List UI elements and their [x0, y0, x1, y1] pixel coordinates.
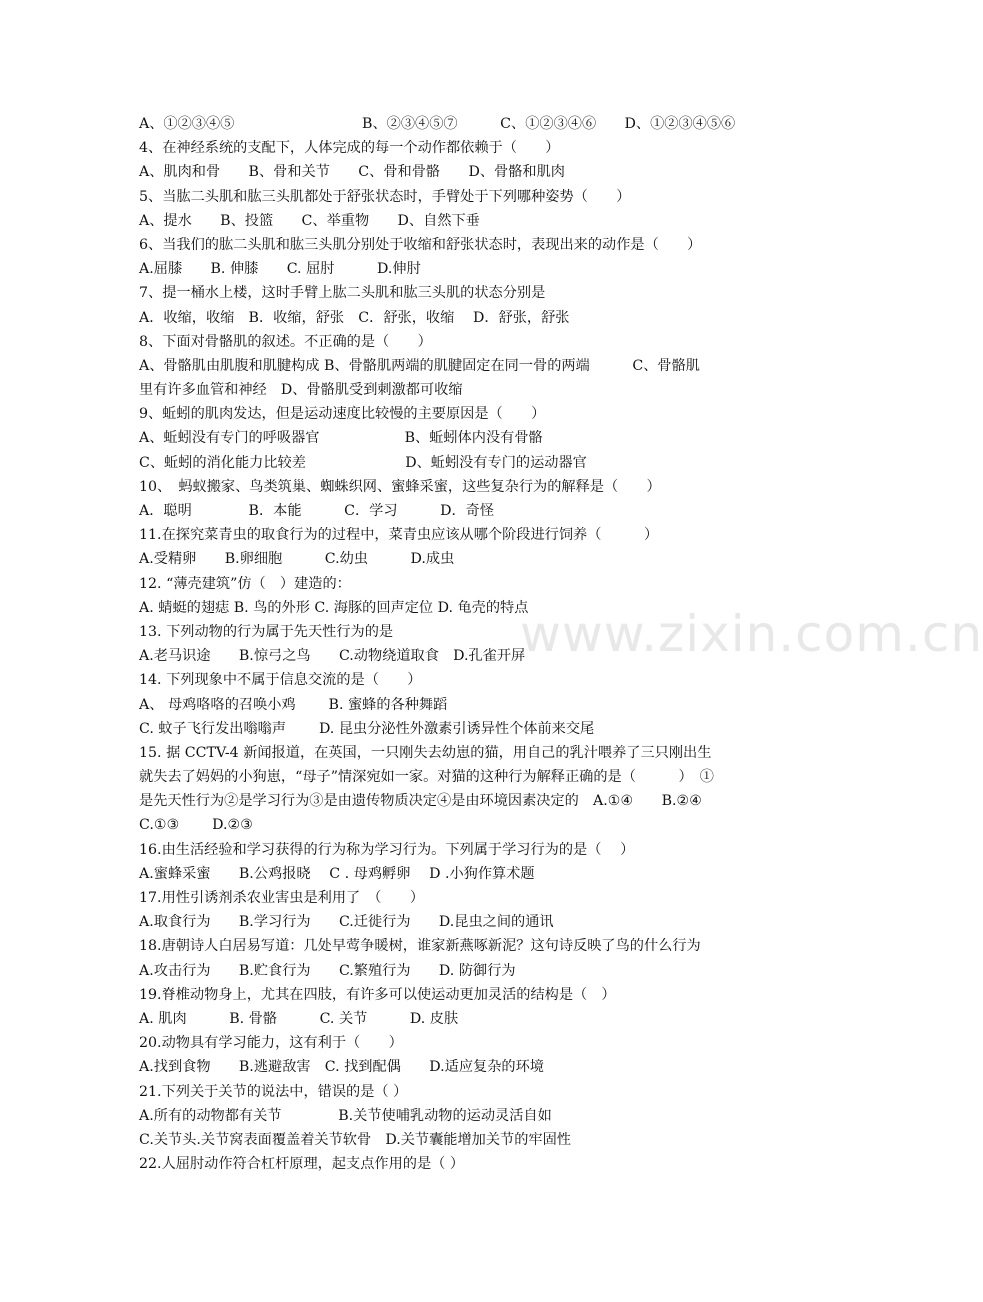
text-line [139, 1104, 784, 1128]
text-line [139, 257, 784, 281]
document-page [139, 112, 784, 1176]
text-line [139, 886, 784, 910]
text-line [139, 813, 784, 837]
text-line [139, 233, 784, 257]
line-text: A、蚯蚓没有专门的呼吸器官 B、蚯蚓体内没有骨骼 [139, 430, 543, 447]
text-line [139, 402, 784, 426]
text-line [139, 789, 784, 813]
text-line [139, 741, 784, 765]
line-text: 里有许多血管和神经 D、骨骼肌受到刺激都可收缩 [139, 382, 463, 399]
line-text: 14. 下列现象中不属于信息交流的是（ ） [139, 672, 422, 689]
text-line [139, 862, 784, 886]
line-text: A、肌肉和骨 B、骨和关节 C、骨和骨骼 D、骨骼和肌肉 [139, 164, 565, 181]
line-text: 8、下面对骨骼肌的叙述。不正确的是（ ） [139, 333, 432, 350]
text-line [139, 499, 784, 523]
line-text: 12. “薄壳建筑”仿（ ）建造的： [139, 575, 351, 592]
text-line [139, 717, 784, 741]
line-text: 19.脊椎动物身上，尤其在四肢，有许多可以使运动更加灵活的结构是（ ） [139, 986, 616, 1003]
text-line [139, 112, 784, 136]
line-text: C. 蚊子飞行发出嗡嗡声 D. 昆虫分泌性外激素引诱异性个体前来交尾 [139, 720, 595, 737]
text-line [139, 1007, 784, 1031]
line-text: A.取食行为 B.学习行为 C.迁徙行为 D.昆虫之间的通讯 [139, 914, 554, 931]
line-text: A.找到食物 B.逃避敌害 C. 找到配偶 D.适应复杂的环境 [139, 1059, 544, 1076]
line-text: A、骨骼肌由肌腹和肌腱构成 B、骨骼肌两端的肌腱固定在同一骨的两端 C、骨骼肌 [139, 357, 700, 374]
text-line [139, 185, 784, 209]
text-line [139, 306, 784, 330]
text-line [139, 572, 784, 596]
text-line [139, 1031, 784, 1055]
text-line [139, 983, 784, 1007]
text-line [139, 378, 784, 402]
line-text: A.老马识途 B.惊弓之鸟 C.动物绕道取食 D.孔雀开屏 [139, 648, 526, 665]
text-line [139, 959, 784, 983]
line-text: A.所有的动物都有关节 B.关节使哺乳动物的运动灵活自如 [139, 1107, 552, 1124]
line-text: 13. 下列动物的行为属于先天性行为的是 [139, 623, 394, 640]
line-text: A.屈膝 B. 伸膝 C. 屈肘 D.伸肘 [139, 261, 421, 278]
text-line [139, 475, 784, 499]
text-line [139, 523, 784, 547]
line-text: 11.在探究菜青虫的取食行为的过程中，菜青虫应该从哪个阶段进行饲养（ ） [139, 527, 659, 544]
line-text: 17.用性引诱剂杀农业害虫是利用了 （ ） [139, 890, 425, 906]
line-text: 16.由生活经验和学习获得的行为称为学习行为。下列属于学习行为的是（ ） [139, 841, 635, 858]
text-line [139, 451, 784, 475]
line-text: 9、蚯蚓的肌肉发达，但是运动速度比较慢的主要原因是（ ） [139, 406, 546, 423]
text-line [139, 136, 784, 160]
line-text: 4、在神经系统的支配下，人体完成的每一个动作都依赖于（ ） [139, 140, 560, 157]
text-line [139, 934, 784, 958]
text-line [139, 693, 784, 717]
line-text: C.①③ D.②③ [139, 817, 253, 834]
text-line [139, 765, 784, 789]
text-line [139, 838, 784, 862]
line-text: 10、 蚂蚁搬家、鸟类筑巢、蜘蛛织网、蜜蜂采蜜，这些复杂行为的解释是（ ） [139, 478, 661, 495]
line-text: 15. 据 CCTV-4 新闻报道，在英国，一只刚失去幼崽的猫，用自己的乳汁喂养了三只刚出生 [139, 744, 712, 761]
text-line [139, 596, 784, 620]
text-line [139, 281, 784, 305]
text-line [139, 1055, 784, 1079]
line-text: 21.下列关于关节的说法中，错误的是（ ） [139, 1083, 408, 1100]
text-line [139, 644, 784, 668]
text-line [139, 330, 784, 354]
line-text: A.受精卵 B.卵细胞 C.幼虫 D.成虫 [139, 551, 455, 568]
line-text: C.关节头.关节窝表面覆盖着关节软骨 D.关节囊能增加关节的牢固性 [139, 1131, 571, 1148]
line-text: A、①②③④⑤ B、②③④⑤⑦ C、①②③④⑥ D、①②③④⑤⑥ [139, 116, 736, 132]
text-line [139, 209, 784, 233]
line-text: A．聪明 B．本能 C．学习 D．奇怪 [139, 503, 495, 519]
line-text: 7、提一桶水上楼，这时手臂上肱二头肌和肱三头肌的状态分别是 [139, 285, 546, 302]
line-text: 18.唐朝诗人白居易写道：几处早莺争暖树，谁家新燕啄新泥？这句诗反映了鸟的什么行为 [139, 938, 701, 955]
line-text: 是先天性行为②是学习行为③是由遗传物质决定④是由环境因素决定的 A.①④ B.②④ [139, 793, 702, 810]
line-text: A、提水 B、投篮 C、举重物 D、自然下垂 [139, 212, 480, 229]
text-line [139, 1152, 784, 1176]
text-line [139, 547, 784, 571]
text-line [139, 1080, 784, 1104]
text-line [139, 426, 784, 450]
line-text: C、蚯蚓的消化能力比较差 D、蚯蚓没有专门的运动器官 [139, 454, 587, 471]
line-text: A.攻击行为 B.贮食行为 C.繁殖行为 D. 防御行为 [139, 962, 516, 979]
watermark: www.zixin.com.cn [520, 605, 983, 663]
text-line [139, 668, 784, 692]
line-text: A、 母鸡咯咯的召唤小鸡 B. 蜜蜂的各种舞蹈 [139, 696, 448, 713]
text-line [139, 160, 784, 184]
text-line [139, 354, 784, 378]
line-text: A. 肌肉 B. 骨骼 C. 关节 D. 皮肤 [139, 1010, 459, 1027]
line-text: 20.动物具有学习能力，这有利于（ ） [139, 1035, 403, 1052]
text-line [139, 1128, 784, 1152]
text-line [139, 620, 784, 644]
text-line [139, 910, 784, 934]
line-text: A.蜜蜂采蜜 B.公鸡报晓 C . 母鸡孵卵 D .小狗作算术题 [139, 865, 535, 882]
line-text: A. 蜻蜓的翅痣 B. 鸟的外形 C. 海豚的回声定位 D. 龟壳的特点 [139, 599, 529, 616]
line-text: 6、当我们的肱二头肌和肱三头肌分别处于收缩和舒张状态时，表现出来的动作是（ ） [139, 236, 702, 253]
line-text: 5、当肱二头肌和肱三头肌都处于舒张状态时，手臂处于下列哪种姿势（ ） [139, 188, 631, 205]
line-text: 22.人屈肘动作符合杠杆原理，起支点作用的是（ ） [139, 1156, 465, 1173]
line-text: A．收缩，收缩 B．收缩，舒张 C．舒张，收缩 D．舒张，舒张 [139, 309, 570, 326]
line-text: 就失去了妈妈的小狗崽，“母子”情深宛如一家。对猫的这种行为解释正确的是（ ） ① [139, 769, 714, 786]
